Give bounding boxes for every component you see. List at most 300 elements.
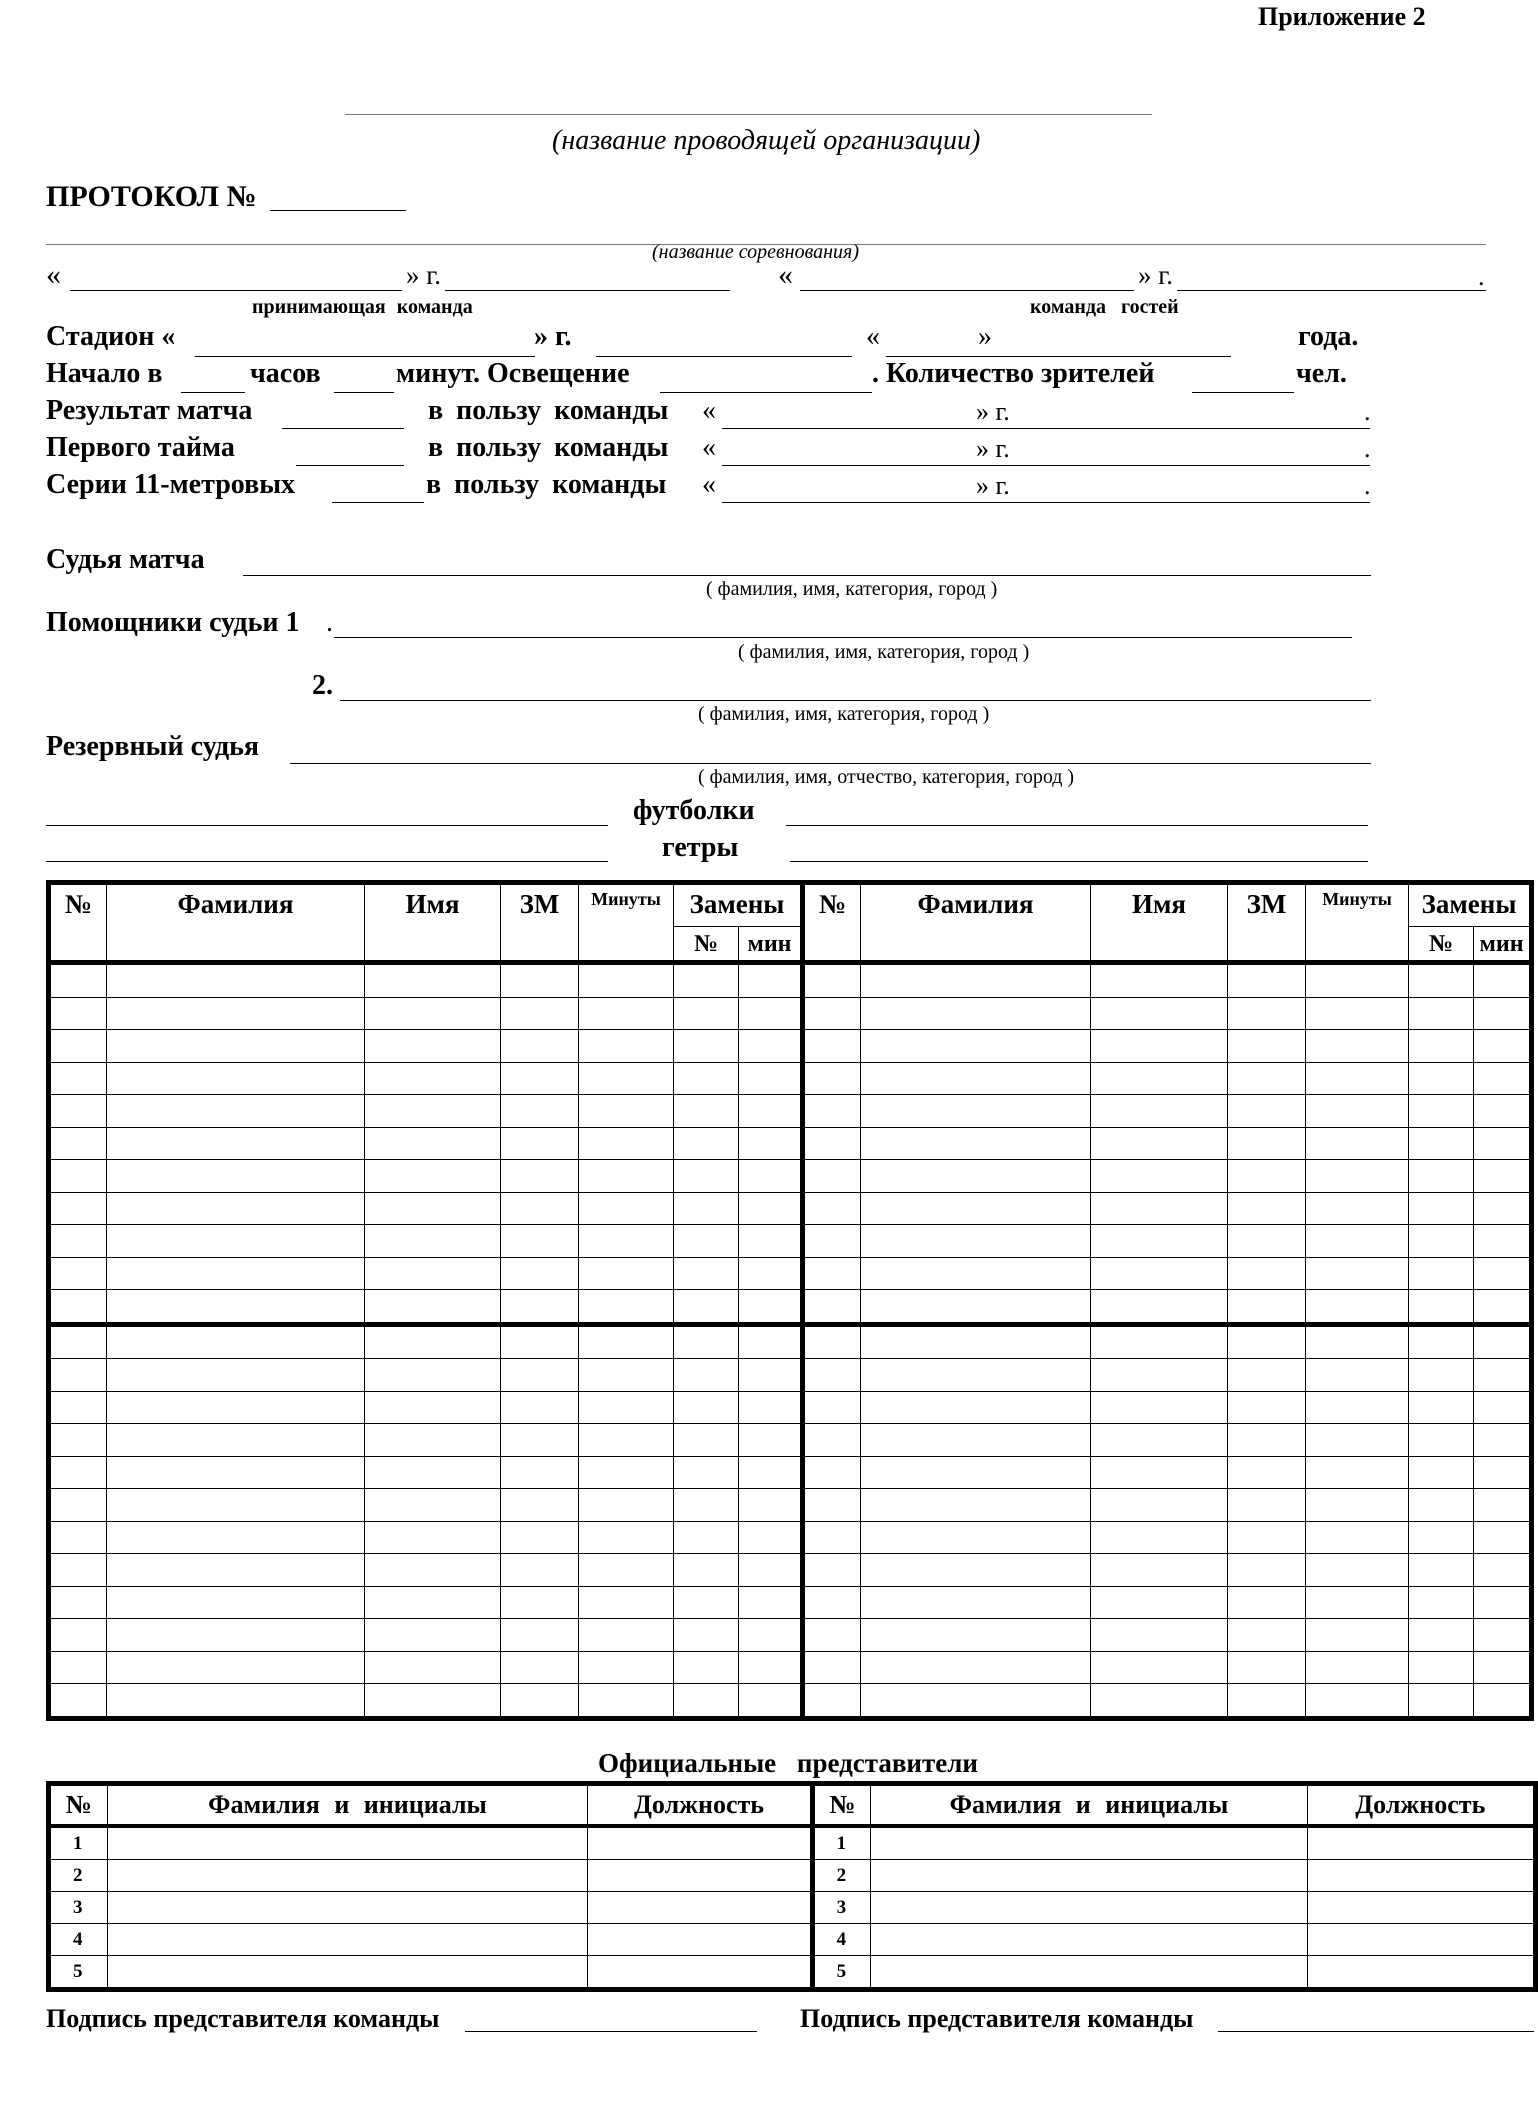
home-player-num-cell[interactable] [49, 1586, 107, 1619]
away-player-zm-cell[interactable] [1228, 1030, 1306, 1063]
away-player-zm-cell[interactable] [1228, 1192, 1306, 1225]
away-player-sub-num-cell[interactable] [1409, 1489, 1474, 1522]
away-player-minutes-cell[interactable] [1306, 1290, 1409, 1325]
home-player-minutes-cell[interactable] [579, 1290, 674, 1325]
away-player-sub-num-cell[interactable] [1409, 1127, 1474, 1160]
home-player-num-cell[interactable] [49, 1391, 107, 1424]
away-player-sub-num-cell[interactable] [1409, 1651, 1474, 1684]
home-player-zm-cell[interactable] [501, 1521, 579, 1554]
home-player-sub-min-cell[interactable] [739, 1651, 803, 1684]
away-official-position-cell[interactable] [1307, 1956, 1535, 1990]
home-player-name-cell[interactable] [365, 1062, 501, 1095]
away-player-num-cell[interactable] [803, 1619, 861, 1652]
spectators-field[interactable] [1192, 392, 1294, 393]
home-player-zm-cell[interactable] [501, 1391, 579, 1424]
home-player-name-cell[interactable] [365, 1127, 501, 1160]
away-player-surname-cell[interactable] [861, 1127, 1091, 1160]
away-player-sub-min-cell[interactable] [1474, 1192, 1532, 1225]
home-official-name-cell[interactable] [107, 1956, 588, 1990]
home-kit-socks-field[interactable] [46, 861, 608, 862]
home-player-zm-cell[interactable] [501, 1290, 579, 1325]
home-player-surname-cell[interactable] [107, 1062, 365, 1095]
away-player-minutes-cell[interactable] [1306, 1127, 1409, 1160]
away-player-surname-cell[interactable] [861, 1424, 1091, 1457]
home-player-sub-num-cell[interactable] [674, 1095, 739, 1128]
home-player-zm-cell[interactable] [501, 963, 579, 998]
away-player-surname-cell[interactable] [861, 1324, 1091, 1359]
home-player-name-cell[interactable] [365, 1651, 501, 1684]
home-player-sub-num-cell[interactable] [674, 1030, 739, 1063]
home-player-sub-num-cell[interactable] [674, 1290, 739, 1325]
away-player-minutes-cell[interactable] [1306, 1062, 1409, 1095]
away-player-zm-cell[interactable] [1228, 1684, 1306, 1719]
away-player-num-cell[interactable] [803, 1424, 861, 1457]
away-player-surname-cell[interactable] [861, 1030, 1091, 1063]
home-official-position-cell[interactable] [588, 1956, 812, 1990]
away-player-num-cell[interactable] [803, 1062, 861, 1095]
away-player-zm-cell[interactable] [1228, 1424, 1306, 1457]
away-player-num-cell[interactable] [803, 1586, 861, 1619]
home-player-zm-cell[interactable] [501, 1192, 579, 1225]
home-official-position-cell[interactable] [588, 1924, 812, 1956]
away-player-sub-min-cell[interactable] [1474, 1554, 1532, 1587]
away-player-sub-min-cell[interactable] [1474, 1651, 1532, 1684]
away-player-num-cell[interactable] [803, 1324, 861, 1359]
away-official-position-cell[interactable] [1307, 1924, 1535, 1956]
lighting-field[interactable] [660, 392, 872, 393]
first-half-score-field[interactable] [296, 465, 404, 466]
home-player-name-cell[interactable] [365, 1095, 501, 1128]
away-player-sub-num-cell[interactable] [1409, 963, 1474, 998]
away-official-name-cell[interactable] [871, 1924, 1307, 1956]
home-player-zm-cell[interactable] [501, 1424, 579, 1457]
home-player-name-cell[interactable] [365, 1359, 501, 1392]
home-player-zm-cell[interactable] [501, 1062, 579, 1095]
away-player-num-cell[interactable] [803, 1127, 861, 1160]
away-player-zm-cell[interactable] [1228, 1160, 1306, 1193]
away-player-num-cell[interactable] [803, 1225, 861, 1258]
home-player-zm-cell[interactable] [501, 1489, 579, 1522]
away-player-zm-cell[interactable] [1228, 1095, 1306, 1128]
away-player-minutes-cell[interactable] [1306, 1324, 1409, 1359]
away-player-name-cell[interactable] [1091, 997, 1228, 1030]
home-player-sub-min-cell[interactable] [739, 1684, 803, 1719]
home-player-name-cell[interactable] [365, 997, 501, 1030]
home-official-name-cell[interactable] [107, 1892, 588, 1924]
away-player-sub-num-cell[interactable] [1409, 1062, 1474, 1095]
home-player-num-cell[interactable] [49, 1424, 107, 1457]
away-player-surname-cell[interactable] [861, 1521, 1091, 1554]
home-player-surname-cell[interactable] [107, 1359, 365, 1392]
home-kit-shirts-field[interactable] [46, 825, 608, 826]
home-player-sub-num-cell[interactable] [674, 1160, 739, 1193]
away-player-name-cell[interactable] [1091, 1290, 1228, 1325]
home-player-surname-cell[interactable] [107, 1554, 365, 1587]
minutes-field[interactable] [334, 392, 394, 393]
away-player-minutes-cell[interactable] [1306, 1391, 1409, 1424]
home-player-surname-cell[interactable] [107, 1489, 365, 1522]
home-player-num-cell[interactable] [49, 1651, 107, 1684]
away-player-num-cell[interactable] [803, 1290, 861, 1325]
home-player-sub-min-cell[interactable] [739, 1489, 803, 1522]
away-official-position-cell[interactable] [1307, 1826, 1535, 1860]
home-player-num-cell[interactable] [49, 1684, 107, 1719]
home-player-surname-cell[interactable] [107, 1030, 365, 1063]
away-player-sub-min-cell[interactable] [1474, 1095, 1532, 1128]
away-player-name-cell[interactable] [1091, 1127, 1228, 1160]
home-player-num-cell[interactable] [49, 1619, 107, 1652]
home-player-num-cell[interactable] [49, 1456, 107, 1489]
away-player-sub-num-cell[interactable] [1409, 1160, 1474, 1193]
home-player-sub-num-cell[interactable] [674, 1062, 739, 1095]
home-player-name-cell[interactable] [365, 1456, 501, 1489]
away-player-sub-min-cell[interactable] [1474, 1359, 1532, 1392]
away-player-surname-cell[interactable] [861, 1391, 1091, 1424]
home-player-sub-min-cell[interactable] [739, 1192, 803, 1225]
home-player-minutes-cell[interactable] [579, 997, 674, 1030]
away-player-surname-cell[interactable] [861, 1192, 1091, 1225]
away-player-sub-min-cell[interactable] [1474, 1424, 1532, 1457]
home-player-minutes-cell[interactable] [579, 1324, 674, 1359]
home-player-surname-cell[interactable] [107, 1257, 365, 1290]
assistant-2-field[interactable] [340, 700, 1371, 701]
home-player-num-cell[interactable] [49, 1489, 107, 1522]
home-player-sub-min-cell[interactable] [739, 1619, 803, 1652]
away-player-sub-num-cell[interactable] [1409, 1324, 1474, 1359]
home-player-name-cell[interactable] [365, 1324, 501, 1359]
away-player-num-cell[interactable] [803, 1684, 861, 1719]
away-player-name-cell[interactable] [1091, 1324, 1228, 1359]
date-field[interactable] [886, 356, 1231, 357]
home-player-sub-num-cell[interactable] [674, 1324, 739, 1359]
city-field[interactable] [596, 356, 852, 357]
home-player-name-cell[interactable] [365, 1225, 501, 1258]
away-player-minutes-cell[interactable] [1306, 1160, 1409, 1193]
away-player-sub-min-cell[interactable] [1474, 1619, 1532, 1652]
away-player-minutes-cell[interactable] [1306, 1684, 1409, 1719]
away-player-minutes-cell[interactable] [1306, 1586, 1409, 1619]
away-player-sub-num-cell[interactable] [1409, 1192, 1474, 1225]
away-official-name-cell[interactable] [871, 1892, 1307, 1924]
home-player-sub-num-cell[interactable] [674, 1554, 739, 1587]
home-player-zm-cell[interactable] [501, 1095, 579, 1128]
away-player-num-cell[interactable] [803, 1095, 861, 1128]
home-player-surname-cell[interactable] [107, 963, 365, 998]
home-player-zm-cell[interactable] [501, 1030, 579, 1063]
away-player-minutes-cell[interactable] [1306, 1554, 1409, 1587]
away-player-zm-cell[interactable] [1228, 1391, 1306, 1424]
home-player-sub-num-cell[interactable] [674, 1192, 739, 1225]
away-player-sub-num-cell[interactable] [1409, 1684, 1474, 1719]
away-player-surname-cell[interactable] [861, 963, 1091, 998]
away-player-zm-cell[interactable] [1228, 1651, 1306, 1684]
home-player-num-cell[interactable] [49, 1062, 107, 1095]
away-player-minutes-cell[interactable] [1306, 1521, 1409, 1554]
home-player-num-cell[interactable] [49, 1095, 107, 1128]
home-player-minutes-cell[interactable] [579, 1391, 674, 1424]
home-official-name-cell[interactable] [107, 1924, 588, 1956]
away-kit-socks-field[interactable] [790, 861, 1368, 862]
home-player-name-cell[interactable] [365, 1684, 501, 1719]
home-player-surname-cell[interactable] [107, 997, 365, 1030]
away-player-sub-min-cell[interactable] [1474, 1257, 1532, 1290]
home-player-surname-cell[interactable] [107, 1290, 365, 1325]
home-player-sub-min-cell[interactable] [739, 1391, 803, 1424]
away-player-surname-cell[interactable] [861, 1456, 1091, 1489]
away-player-num-cell[interactable] [803, 1257, 861, 1290]
away-player-name-cell[interactable] [1091, 963, 1228, 998]
home-player-minutes-cell[interactable] [579, 1586, 674, 1619]
first-half-team-field[interactable] [722, 465, 1370, 466]
home-player-surname-cell[interactable] [107, 1651, 365, 1684]
home-team-field[interactable] [70, 290, 730, 291]
away-player-sub-min-cell[interactable] [1474, 997, 1532, 1030]
home-player-num-cell[interactable] [49, 1290, 107, 1325]
away-player-num-cell[interactable] [803, 1359, 861, 1392]
away-player-num-cell[interactable] [803, 1391, 861, 1424]
home-player-name-cell[interactable] [365, 1521, 501, 1554]
org-name-line[interactable] [345, 114, 1152, 115]
away-official-name-cell[interactable] [871, 1860, 1307, 1892]
home-player-sub-num-cell[interactable] [674, 1586, 739, 1619]
home-official-name-cell[interactable] [107, 1826, 588, 1860]
home-player-num-cell[interactable] [49, 1127, 107, 1160]
away-player-zm-cell[interactable] [1228, 1554, 1306, 1587]
away-player-sub-min-cell[interactable] [1474, 1030, 1532, 1063]
away-player-zm-cell[interactable] [1228, 1359, 1306, 1392]
home-player-minutes-cell[interactable] [579, 1456, 674, 1489]
away-player-sub-num-cell[interactable] [1409, 1456, 1474, 1489]
away-player-minutes-cell[interactable] [1306, 1225, 1409, 1258]
home-player-sub-num-cell[interactable] [674, 963, 739, 998]
home-player-sub-min-cell[interactable] [739, 1030, 803, 1063]
away-player-zm-cell[interactable] [1228, 1489, 1306, 1522]
away-player-zm-cell[interactable] [1228, 997, 1306, 1030]
away-player-sub-num-cell[interactable] [1409, 1095, 1474, 1128]
away-player-name-cell[interactable] [1091, 1160, 1228, 1193]
away-player-minutes-cell[interactable] [1306, 1030, 1409, 1063]
home-player-sub-min-cell[interactable] [739, 1554, 803, 1587]
away-player-minutes-cell[interactable] [1306, 1257, 1409, 1290]
away-player-surname-cell[interactable] [861, 1095, 1091, 1128]
away-player-sub-num-cell[interactable] [1409, 1030, 1474, 1063]
away-player-name-cell[interactable] [1091, 1095, 1228, 1128]
away-player-num-cell[interactable] [803, 1651, 861, 1684]
away-player-name-cell[interactable] [1091, 1257, 1228, 1290]
away-player-sub-num-cell[interactable] [1409, 1359, 1474, 1392]
home-player-sub-num-cell[interactable] [674, 1489, 739, 1522]
home-player-sub-min-cell[interactable] [739, 1456, 803, 1489]
away-player-minutes-cell[interactable] [1306, 1456, 1409, 1489]
away-kit-shirts-field[interactable] [786, 825, 1368, 826]
home-player-surname-cell[interactable] [107, 1684, 365, 1719]
away-official-name-cell[interactable] [871, 1826, 1307, 1860]
home-player-name-cell[interactable] [365, 1424, 501, 1457]
away-player-name-cell[interactable] [1091, 1586, 1228, 1619]
home-player-minutes-cell[interactable] [579, 1225, 674, 1258]
home-player-sub-min-cell[interactable] [739, 1257, 803, 1290]
away-player-surname-cell[interactable] [861, 1225, 1091, 1258]
home-player-surname-cell[interactable] [107, 1160, 365, 1193]
home-player-zm-cell[interactable] [501, 1359, 579, 1392]
away-player-name-cell[interactable] [1091, 1554, 1228, 1587]
away-player-sub-min-cell[interactable] [1474, 1225, 1532, 1258]
away-player-zm-cell[interactable] [1228, 1521, 1306, 1554]
away-player-name-cell[interactable] [1091, 1456, 1228, 1489]
home-player-num-cell[interactable] [49, 1359, 107, 1392]
home-player-sub-min-cell[interactable] [739, 1095, 803, 1128]
home-player-surname-cell[interactable] [107, 1391, 365, 1424]
home-player-surname-cell[interactable] [107, 1192, 365, 1225]
home-player-minutes-cell[interactable] [579, 1651, 674, 1684]
penalties-team-field[interactable] [722, 502, 1370, 503]
home-player-num-cell[interactable] [49, 1554, 107, 1587]
away-player-minutes-cell[interactable] [1306, 997, 1409, 1030]
home-signature-field[interactable] [465, 2031, 757, 2032]
away-player-name-cell[interactable] [1091, 1684, 1228, 1719]
home-player-name-cell[interactable] [365, 1554, 501, 1587]
away-player-zm-cell[interactable] [1228, 1619, 1306, 1652]
away-player-name-cell[interactable] [1091, 1391, 1228, 1424]
protocol-number-field[interactable] [270, 210, 406, 211]
home-player-num-cell[interactable] [49, 997, 107, 1030]
away-player-zm-cell[interactable] [1228, 1290, 1306, 1325]
home-player-sub-num-cell[interactable] [674, 1127, 739, 1160]
home-player-minutes-cell[interactable] [579, 1095, 674, 1128]
home-player-sub-min-cell[interactable] [739, 1160, 803, 1193]
home-player-name-cell[interactable] [365, 1257, 501, 1290]
away-player-zm-cell[interactable] [1228, 1127, 1306, 1160]
away-player-zm-cell[interactable] [1228, 1225, 1306, 1258]
away-player-sub-min-cell[interactable] [1474, 1290, 1532, 1325]
away-player-minutes-cell[interactable] [1306, 1192, 1409, 1225]
home-player-sub-min-cell[interactable] [739, 1586, 803, 1619]
home-player-minutes-cell[interactable] [579, 1554, 674, 1587]
away-player-sub-num-cell[interactable] [1409, 1290, 1474, 1325]
away-player-minutes-cell[interactable] [1306, 1489, 1409, 1522]
home-player-num-cell[interactable] [49, 1160, 107, 1193]
away-player-sub-min-cell[interactable] [1474, 1324, 1532, 1359]
away-player-sub-min-cell[interactable] [1474, 1127, 1532, 1160]
away-player-num-cell[interactable] [803, 1554, 861, 1587]
home-player-name-cell[interactable] [365, 1290, 501, 1325]
away-player-sub-num-cell[interactable] [1409, 1521, 1474, 1554]
home-player-name-cell[interactable] [365, 1586, 501, 1619]
away-player-sub-min-cell[interactable] [1474, 963, 1532, 998]
result-score-field[interactable] [282, 428, 404, 429]
home-player-sub-num-cell[interactable] [674, 1651, 739, 1684]
home-player-surname-cell[interactable] [107, 1521, 365, 1554]
home-player-sub-min-cell[interactable] [739, 997, 803, 1030]
away-player-surname-cell[interactable] [861, 1684, 1091, 1719]
away-player-num-cell[interactable] [803, 963, 861, 998]
home-player-surname-cell[interactable] [107, 1619, 365, 1652]
away-player-surname-cell[interactable] [861, 1160, 1091, 1193]
away-player-sub-min-cell[interactable] [1474, 1684, 1532, 1719]
away-player-name-cell[interactable] [1091, 1225, 1228, 1258]
away-player-name-cell[interactable] [1091, 1192, 1228, 1225]
home-player-sub-num-cell[interactable] [674, 1225, 739, 1258]
home-player-sub-min-cell[interactable] [739, 963, 803, 998]
home-player-sub-num-cell[interactable] [674, 997, 739, 1030]
home-player-minutes-cell[interactable] [579, 1257, 674, 1290]
away-player-surname-cell[interactable] [861, 1586, 1091, 1619]
home-player-minutes-cell[interactable] [579, 1521, 674, 1554]
away-player-minutes-cell[interactable] [1306, 963, 1409, 998]
away-player-sub-num-cell[interactable] [1409, 1424, 1474, 1457]
stadium-field[interactable] [195, 356, 535, 357]
home-player-surname-cell[interactable] [107, 1095, 365, 1128]
home-player-sub-min-cell[interactable] [739, 1062, 803, 1095]
away-player-sub-min-cell[interactable] [1474, 1586, 1532, 1619]
home-player-zm-cell[interactable] [501, 1619, 579, 1652]
home-player-sub-num-cell[interactable] [674, 1684, 739, 1719]
home-player-num-cell[interactable] [49, 1225, 107, 1258]
away-player-zm-cell[interactable] [1228, 963, 1306, 998]
home-player-sub-num-cell[interactable] [674, 1521, 739, 1554]
home-player-sub-num-cell[interactable] [674, 1456, 739, 1489]
away-player-surname-cell[interactable] [861, 997, 1091, 1030]
away-player-sub-num-cell[interactable] [1409, 1225, 1474, 1258]
away-player-surname-cell[interactable] [861, 1489, 1091, 1522]
away-player-num-cell[interactable] [803, 997, 861, 1030]
away-player-surname-cell[interactable] [861, 1359, 1091, 1392]
home-player-name-cell[interactable] [365, 1619, 501, 1652]
reserve-referee-field[interactable] [290, 763, 1371, 764]
home-player-sub-min-cell[interactable] [739, 1225, 803, 1258]
home-player-sub-min-cell[interactable] [739, 1359, 803, 1392]
home-player-minutes-cell[interactable] [579, 1127, 674, 1160]
home-player-name-cell[interactable] [365, 1391, 501, 1424]
penalties-score-field[interactable] [332, 502, 424, 503]
away-player-num-cell[interactable] [803, 1030, 861, 1063]
away-player-num-cell[interactable] [803, 1160, 861, 1193]
away-player-surname-cell[interactable] [861, 1257, 1091, 1290]
home-player-minutes-cell[interactable] [579, 1192, 674, 1225]
away-player-minutes-cell[interactable] [1306, 1651, 1409, 1684]
away-player-sub-min-cell[interactable] [1474, 1489, 1532, 1522]
home-player-name-cell[interactable] [365, 1160, 501, 1193]
home-player-surname-cell[interactable] [107, 1424, 365, 1457]
home-official-name-cell[interactable] [107, 1860, 588, 1892]
home-player-zm-cell[interactable] [501, 997, 579, 1030]
home-player-num-cell[interactable] [49, 1257, 107, 1290]
home-player-zm-cell[interactable] [501, 1554, 579, 1587]
away-player-surname-cell[interactable] [861, 1554, 1091, 1587]
home-player-zm-cell[interactable] [501, 1586, 579, 1619]
away-player-name-cell[interactable] [1091, 1521, 1228, 1554]
home-player-sub-num-cell[interactable] [674, 1359, 739, 1392]
away-player-minutes-cell[interactable] [1306, 1619, 1409, 1652]
away-player-name-cell[interactable] [1091, 1651, 1228, 1684]
home-official-position-cell[interactable] [588, 1860, 812, 1892]
away-player-sub-min-cell[interactable] [1474, 1160, 1532, 1193]
home-player-surname-cell[interactable] [107, 1127, 365, 1160]
home-player-num-cell[interactable] [49, 1192, 107, 1225]
away-player-name-cell[interactable] [1091, 1424, 1228, 1457]
home-player-minutes-cell[interactable] [579, 1489, 674, 1522]
away-player-zm-cell[interactable] [1228, 1586, 1306, 1619]
home-player-num-cell[interactable] [49, 1324, 107, 1359]
home-player-surname-cell[interactable] [107, 1324, 365, 1359]
home-player-zm-cell[interactable] [501, 1684, 579, 1719]
home-player-surname-cell[interactable] [107, 1586, 365, 1619]
away-player-name-cell[interactable] [1091, 1030, 1228, 1063]
away-player-num-cell[interactable] [803, 1521, 861, 1554]
home-player-name-cell[interactable] [365, 1030, 501, 1063]
home-player-num-cell[interactable] [49, 963, 107, 998]
home-player-surname-cell[interactable] [107, 1456, 365, 1489]
